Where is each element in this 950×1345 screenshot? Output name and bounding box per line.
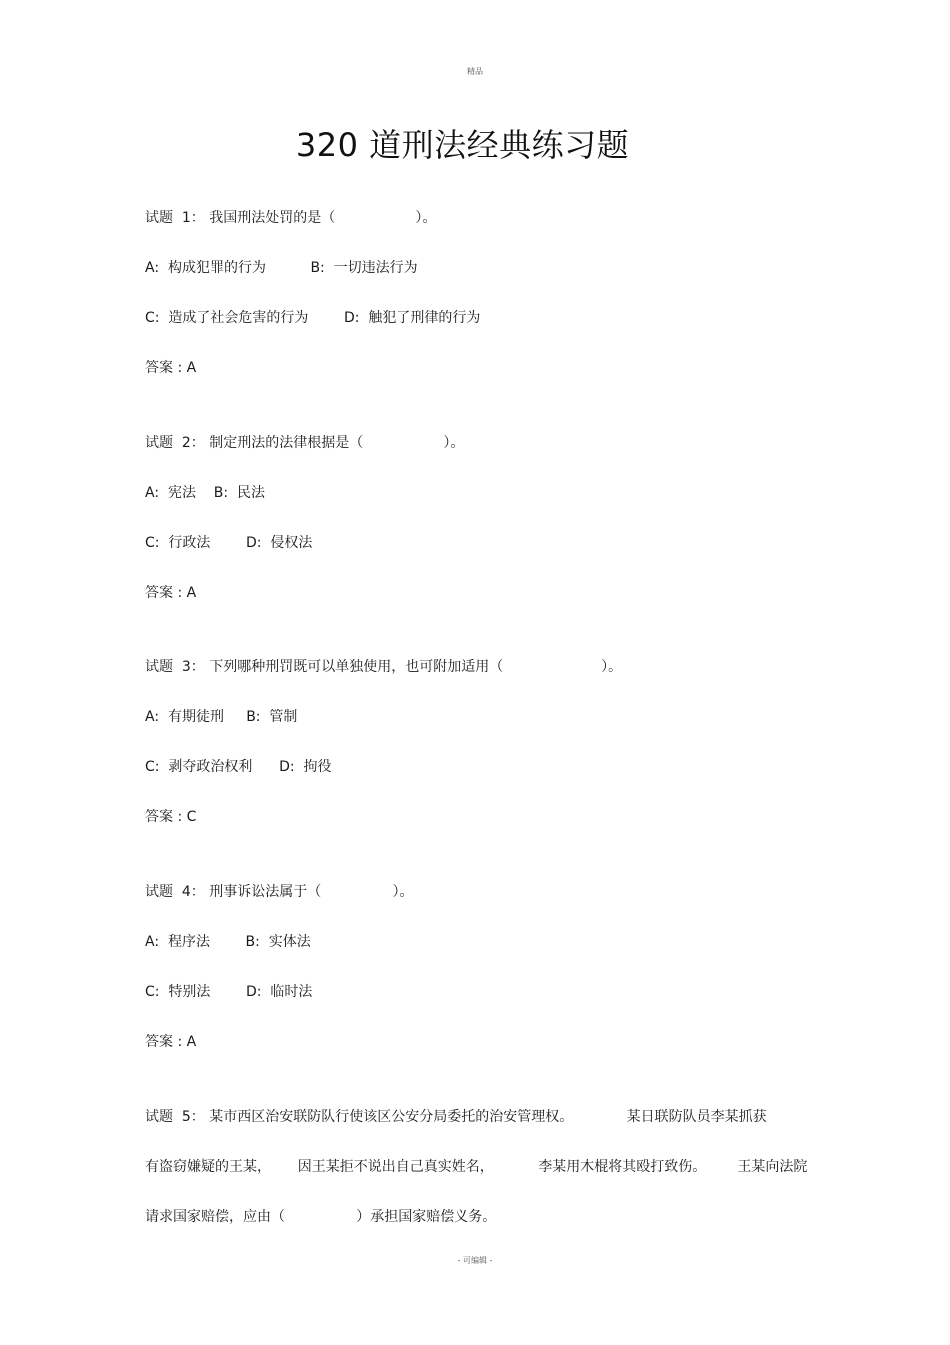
question-5-stem-line-1: 试题 5： 某市西区治安联防队行使该区公安分局委托的治安管理权。 某日联防队员李某抓获 xyxy=(145,1109,767,1125)
question-3-options-ab: A: 有期徒刑 B: 管制 xyxy=(145,709,298,725)
question-2-options-ab: A: 宪法 B: 民法 xyxy=(145,485,265,501)
question-5-stem-line-2: 有盗窃嫌疑的王某， 因王某拒不说出自己真实姓名， 李某用木棍将其殴打致伤。 王某向法院 xyxy=(145,1159,808,1175)
question-2-stem: 试题 2： 制定刑法的法律根据是（ ）。 xyxy=(145,435,465,451)
question-4-answer: 答案 : A xyxy=(145,1034,197,1050)
question-4-options-cd: C: 特别法 D: 临时法 xyxy=(145,984,313,1000)
question-2-options-cd: C: 行政法 D: 侵权法 xyxy=(145,535,313,551)
question-4-options-ab: A: 程序法 B: 实体法 xyxy=(145,934,311,950)
question-1-answer: 答案 : A xyxy=(145,360,197,376)
question-5-stem-line-3: 请求国家赔偿，应由（ ）承担国家赔偿义务。 xyxy=(145,1209,497,1225)
question-1-options-cd: C: 造成了社会危害的行为 D: 触犯了刑律的行为 xyxy=(145,310,481,326)
question-1-stem: 试题 1： 我国刑法处罚的是（ ）。 xyxy=(145,210,437,226)
question-2-answer: 答案 : A xyxy=(145,585,197,601)
question-3-stem: 试题 3： 下列哪种刑罚既可以单独使用，也可附加适用（ ）。 xyxy=(145,659,623,675)
question-4-stem: 试题 4： 刑事诉讼法属于（ ）。 xyxy=(145,884,414,900)
document-title: 320 道刑法经典练习题 xyxy=(295,126,630,164)
question-3-options-cd: C: 剥夺政治权利 D: 拘役 xyxy=(145,759,332,775)
question-3-answer: 答案 : C xyxy=(145,809,197,825)
question-1-options-ab: A: 构成犯罪的行为 B: 一切违法行为 xyxy=(145,260,418,276)
footer-mark: - 可编辑 - xyxy=(457,1256,493,1265)
header-mark: 精品 xyxy=(467,67,483,76)
